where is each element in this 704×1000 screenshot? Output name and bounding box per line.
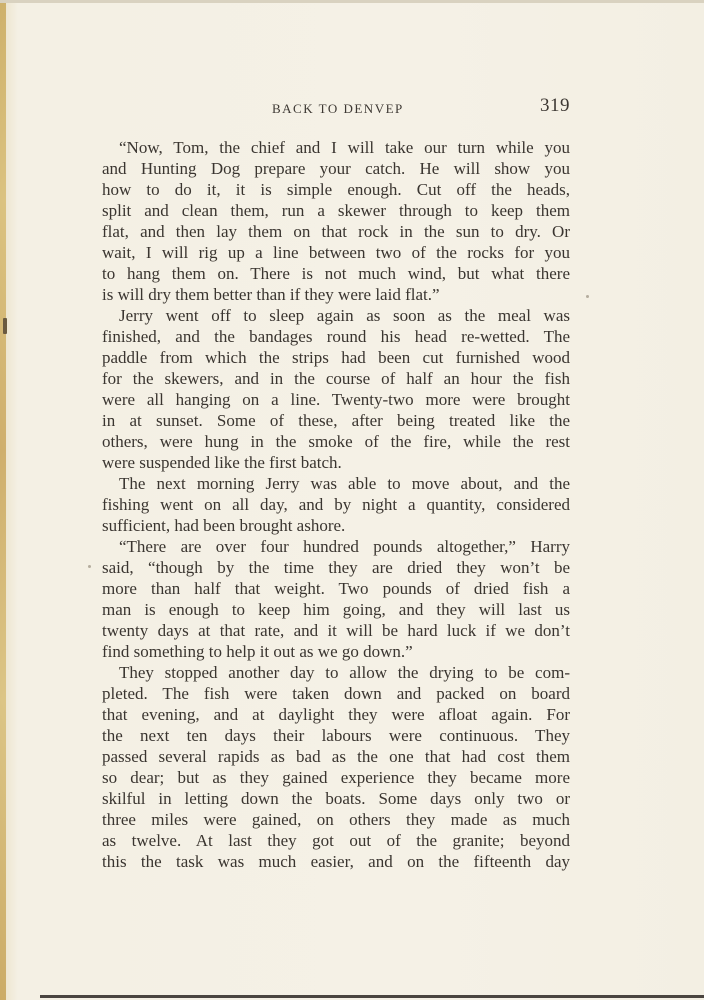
text-line: how to do it, it is simple enough. Cut off the heads,	[102, 180, 570, 199]
text-line: twenty days at that rate, and it will be hard luck if we don’t	[102, 621, 570, 640]
text-line: as twelve. At last they got out of the granite; beyond	[102, 831, 570, 850]
text-line: finished, and the bandages round his head re-wetted. The	[102, 327, 570, 346]
text-line: is will dry them better than if they were laid flat.”	[102, 285, 440, 304]
text-line: paddle from which the strips had been cut furnished wood	[102, 348, 570, 367]
text-line: three miles were gained, on others they made as much	[102, 810, 570, 829]
paper-speck	[586, 295, 589, 298]
text-line: The next morning Jerry was able to move about, and the	[119, 474, 570, 493]
text-line: passed several rapids as bad as the one that had cost them	[102, 747, 570, 766]
text-line: man is enough to keep him going, and they will last us	[102, 600, 570, 619]
text-line: for the skewers, and in the course of half an hour the fish	[102, 369, 570, 388]
margin-mark	[3, 318, 7, 334]
paper-speck	[88, 565, 91, 568]
text-line: this the task was much easier, and on the fifteenth day	[102, 852, 570, 871]
text-line: were all hanging on a line. Twenty-two more were brought	[102, 390, 570, 409]
page-binding-edge	[0, 0, 6, 1000]
text-line: said, “though by the time they are dried they won’t be	[102, 558, 570, 577]
page-number: 319	[540, 95, 570, 116]
text-line: pleted. The fish were taken down and packed on board	[102, 684, 570, 703]
text-line: fishing went on all day, and by night a quantity, considered	[102, 495, 570, 514]
text-line: others, were hung in the smoke of the fire, while the rest	[102, 432, 570, 451]
text-line: to hang them on. There is not much wind, but what there	[102, 264, 570, 283]
running-head	[102, 95, 570, 119]
top-edge	[0, 0, 704, 3]
text-line: in at sunset. Some of these, after being treated like the	[102, 411, 570, 430]
running-title: BACK TO DENVEP	[272, 101, 404, 116]
text-line: “Now, Tom, the chief and I will take our turn while you	[119, 138, 570, 157]
text-line: that evening, and at daylight they were afloat again. For	[102, 705, 570, 724]
text-line: Jerry went off to sleep again as soon as the meal was	[119, 306, 570, 325]
text-line: and Hunting Dog prepare your catch. He will show you	[102, 159, 570, 178]
text-line: the next ten days their labours were continuous. They	[102, 726, 570, 745]
text-line: find something to help it out as we go down.”	[102, 642, 413, 661]
text-line: were suspended like the first batch.	[102, 453, 342, 472]
text-line: split and clean them, run a skewer through to keep them	[102, 201, 570, 220]
text-line: skilful in letting down the boats. Some days only two or	[102, 789, 570, 808]
text-line: so dear; but as they gained experience they became more	[102, 768, 570, 787]
text-line: sufficient, had been brought ashore.	[102, 516, 346, 535]
bottom-edge	[40, 995, 704, 998]
text-line: flat, and then lay them on that rock in the sun to dry. Or	[102, 222, 570, 241]
body-text	[102, 137, 570, 872]
text-line: more than half that weight. Two pounds of dried fish a	[102, 579, 570, 598]
text-line: wait, I will rig up a line between two of the rocks for you	[102, 243, 570, 262]
text-line: “There are over four hundred pounds altogether,” Harry	[119, 537, 570, 556]
text-line: They stopped another day to allow the drying to be com-	[119, 663, 570, 682]
